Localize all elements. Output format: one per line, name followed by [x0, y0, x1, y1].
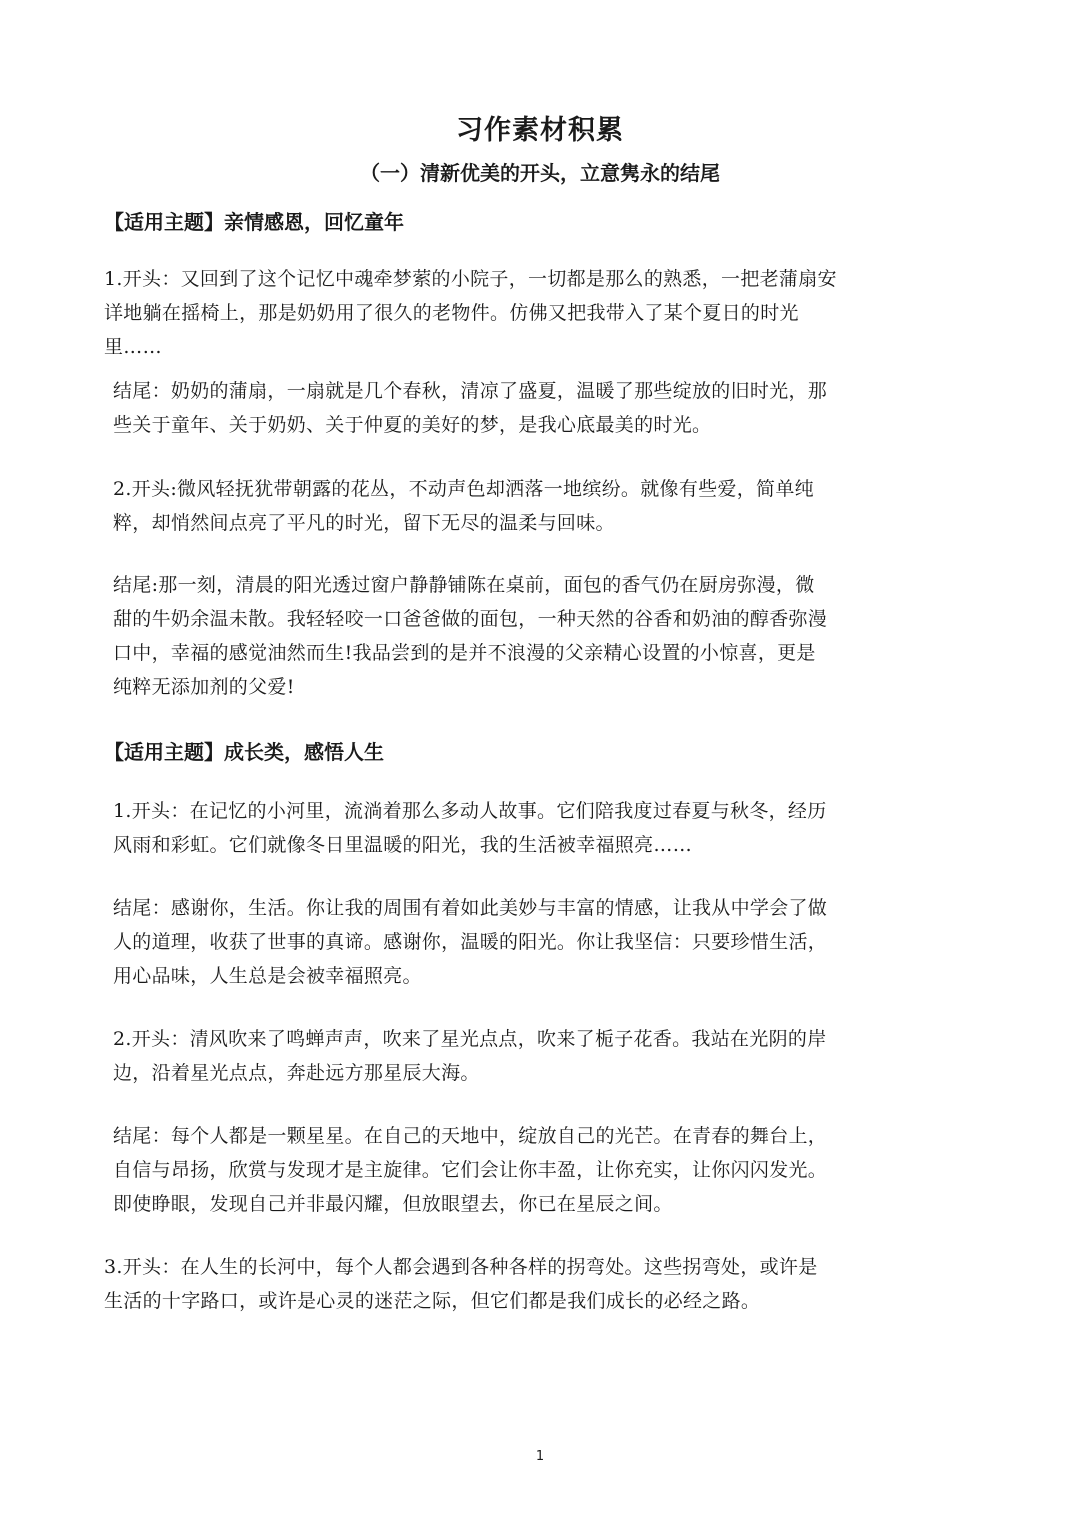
paragraph-ending-1: [113, 891, 827, 993]
text-line: 风雨和彩虹。它们就像冬日里温暖的阳光，我的生活被幸福照亮……: [113, 834, 693, 856]
text-line: 生活的十字路口，或许是心灵的迷茫之际，但它们都是我们成长的必经之路。: [104, 1290, 761, 1312]
text-line: 结尾：感谢你，生活。你让我的周围有着如此美妙与丰富的情感，让我从中学会了做: [113, 897, 828, 919]
text-line: 粹，却悄然间点亮了平凡的时光，留下无尽的温柔与回味。: [113, 512, 615, 534]
text-line: 即使睁眼，发现自己并非最闪耀，但放眼望去，你已在星辰之间。: [113, 1193, 673, 1215]
paragraph-opening-1: [104, 262, 837, 364]
text-line: 自信与昂扬，欣赏与发现才是主旋律。它们会让你丰盈，让你充实，让你闪闪发光。: [113, 1159, 828, 1181]
document-subtitle: （一）清新优美的开头，立意隽永的结尾: [360, 161, 720, 185]
section-theme-heading: 【适用主题】成长类，感悟人生: [104, 740, 384, 764]
paragraph-opening-3: [104, 1250, 818, 1318]
text-line: 口中，幸福的感觉油然而生!我品尝到的是并不浪漫的父亲精心设置的小惊喜，更是: [113, 642, 816, 664]
text-line: 1.开头：又回到了这个记忆中魂牵梦萦的小院子，一切都是那么的熟悉，一把老蒲扇安: [104, 268, 837, 290]
document-title: 习作素材积累: [456, 115, 624, 146]
paragraph-opening-2: [113, 472, 814, 540]
text-line: 些关于童年、关于奶奶、关于仲夏的美好的梦，是我心底最美的时光。: [113, 414, 712, 436]
text-line: 里……: [104, 336, 162, 358]
text-line: 纯粹无添加剂的父爱!: [113, 676, 295, 698]
paragraph-ending-2: [113, 568, 827, 704]
page-number: 1: [535, 1449, 545, 1464]
paragraph-ending-2: [113, 1119, 827, 1221]
paragraph-ending-1: [113, 374, 827, 442]
text-line: 结尾：奶奶的蒲扇，一扇就是几个春秋，清凉了盛夏，温暖了那些绽放的旧时光，那: [113, 380, 828, 402]
paragraph-opening-2: [113, 1022, 827, 1090]
text-line: 结尾:那一刻，清晨的阳光透过窗户静静铺陈在桌前，面包的香气仍在厨房弥漫，微: [113, 574, 815, 596]
text-line: 用心品味，人生总是会被幸福照亮。: [113, 965, 422, 987]
text-line: 甜的牛奶余温未散。我轻轻咬一口爸爸做的面包，一种天然的谷香和奶油的醇香弥漫: [113, 608, 828, 630]
paragraph-opening-1: [113, 794, 827, 862]
text-line: 人的道理，收获了世事的真谛。感谢你，温暖的阳光。你让我坚信：只要珍惜生活，: [113, 931, 828, 953]
text-line: 3.开头：在人生的长河中，每个人都会遇到各种各样的拐弯处。这些拐弯处，或许是: [104, 1256, 818, 1278]
text-line: 2.开头：清风吹来了鸣蝉声声，吹来了星光点点，吹来了栀子花香。我站在光阴的岸: [113, 1028, 827, 1050]
text-line: 2.开头:微风轻抚犹带朝露的花丛，不动声色却洒落一地缤纷。就像有些爱，简单纯: [113, 478, 814, 500]
text-line: 结尾：每个人都是一颗星星。在自己的天地中，绽放自己的光芒。在青春的舞台上，: [113, 1125, 828, 1147]
text-line: 1.开头：在记忆的小河里，流淌着那么多动人故事。它们陪我度过春夏与秋冬，经历: [113, 800, 827, 822]
text-line: 边，沿着星光点点，奔赴远方那星辰大海。: [113, 1062, 480, 1084]
text-line: 详地躺在摇椅上，那是奶奶用了很久的老物件。仿佛又把我带入了某个夏日的时光: [104, 302, 799, 324]
section-theme-heading: 【适用主题】亲情感恩，回忆童年: [104, 210, 404, 234]
